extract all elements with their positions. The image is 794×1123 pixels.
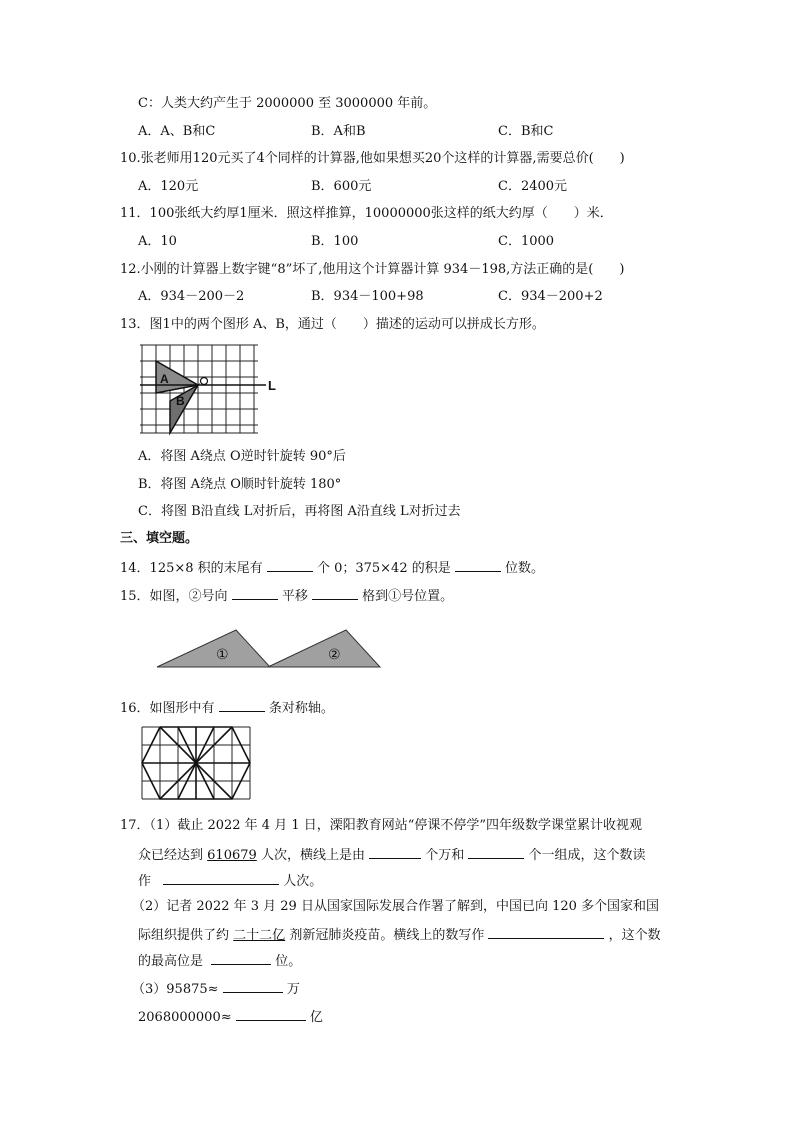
q13-label-a: A	[160, 372, 169, 386]
q12-text: 12.小刚的计算器上数字键“8”坏了,他用这个计算器计算 934－198,方法正确的是( )	[120, 262, 625, 277]
q15-figure	[156, 628, 382, 670]
q17-p2-text-e: 位。	[275, 954, 302, 969]
q11-text: 11．100张纸大约厚1厘米．照这样推算，10000000张这样的纸大约厚（ ）米．	[120, 206, 613, 221]
q13-point-o	[201, 378, 208, 385]
q13-option-c[interactable]: C．将图 B沿直线 L对折后，再将图 A沿直线 L对折过去	[138, 504, 461, 519]
q17-p3-text-d: 亿	[309, 1010, 323, 1025]
q15-label-1: ①	[216, 647, 229, 663]
q17-p2-text-d: 的最高位是	[138, 954, 204, 969]
q17-p1-line1: 17．（1）截止 2022 年 4 月 1 日，溧阳教育网站“停课不停学”四年级数学课堂累计收视观	[120, 818, 643, 833]
q13-figure	[140, 343, 280, 435]
q15-triangle-1	[157, 630, 270, 667]
q13-text: 13．图1中的两个图形 A、B，通过（ ）描述的运动可以拼成长方形。	[120, 317, 545, 332]
q17-p1-text-c: 个万和	[425, 848, 465, 863]
q10-option-a[interactable]: A．120元	[138, 179, 199, 194]
q17-p2-blank-2[interactable]	[211, 950, 271, 965]
q11-option-a[interactable]: A．10	[138, 234, 177, 249]
q14-line	[120, 557, 544, 578]
q17-p2-text-c: ，这个数	[608, 928, 661, 943]
q10-text: 10.张老师用120元买了4个同样的计算器,他如果想买20个这样的计算器,需要总价( )	[120, 151, 625, 166]
q10-option-c[interactable]: C．2400元	[498, 179, 568, 194]
q17-p2-text-b: 剂新冠肺炎疫苗。横线上的数写作	[289, 928, 485, 943]
q13-label-l: L	[268, 378, 276, 393]
q17-p1-line2	[138, 844, 646, 865]
q17-p2-line1: （2）记者 2022 年 3 月 29 日从国家国际发展合作署了解到，中国已向 120 多个国家和国	[132, 899, 660, 914]
q17-p3-text-c: 2068000000≈	[138, 1010, 232, 1025]
q15-part2: 平移	[281, 589, 308, 604]
q15-triangle-2	[268, 630, 380, 667]
q16-blank[interactable]	[219, 697, 265, 712]
q12-option-c[interactable]: C．934－200+2	[498, 289, 603, 304]
q14-part3: 位数。	[505, 561, 545, 576]
q15-line	[120, 585, 453, 606]
q17-p1-blank-3[interactable]	[163, 870, 279, 885]
q17-p3-text-a: （3）95875≈	[132, 982, 219, 997]
q17-p1-text-b: 人次，横线上是由	[260, 848, 365, 863]
q17-p1-text-e: 作	[138, 874, 152, 889]
q17-p2-line2	[138, 924, 661, 945]
q15-part1: 15．如图，②号向	[120, 589, 228, 604]
q17-p1-blank-1[interactable]	[369, 844, 421, 859]
q9-option-b[interactable]: B．A和B	[311, 124, 366, 139]
q17-p3-line1	[132, 978, 300, 999]
q17-p3-blank-1[interactable]	[223, 978, 283, 993]
q12-option-b[interactable]: B．934－100+98	[311, 289, 424, 304]
q11-option-c[interactable]: C．1000	[498, 234, 555, 249]
q16-part2: 条对称轴。	[268, 701, 334, 716]
q17-p1-text-a: 众已经达到	[138, 848, 204, 863]
q17-p1-line3	[138, 870, 322, 891]
q17-p3-blank-2[interactable]	[236, 1006, 306, 1021]
q16-line	[120, 697, 334, 718]
q9-option-c[interactable]: C．B和C	[498, 124, 554, 139]
q15-blank-2[interactable]	[312, 585, 358, 600]
q15-part3: 格到①号位置。	[362, 589, 454, 604]
q17-p2-blank-1[interactable]	[488, 924, 604, 939]
q17-p2-underlined: 二十二亿	[233, 928, 286, 943]
q13-label-b: B	[176, 394, 185, 408]
q17-p2-line3	[138, 950, 301, 971]
q9-option-a[interactable]: A．A、B和C	[138, 124, 216, 139]
q17-p1-text-f: 人次。	[283, 874, 323, 889]
q17-p3-text-b: 万	[286, 982, 300, 997]
q11-option-b[interactable]: B．100	[311, 234, 359, 249]
q16-star-pattern	[142, 727, 250, 799]
q14-blank-2[interactable]	[455, 557, 501, 572]
q14-part1: 14．125×8 积的末尾有	[120, 561, 263, 576]
q13-option-b[interactable]: B．将图 A绕点 O顺时针旋转 180°	[138, 477, 342, 492]
q17-p2-text-a: 际组织提供了约	[138, 928, 230, 943]
q16-figure	[140, 725, 252, 801]
q14-blank-1[interactable]	[267, 557, 313, 572]
q13-option-a[interactable]: A．将图 A绕点 O逆时针旋转 90°后	[138, 449, 346, 464]
q17-p1-text-d: 个一组成，这个数读	[528, 848, 646, 863]
q17-p1-blank-2[interactable]	[468, 844, 524, 859]
q9-statement-c: C：人类大约产生于 2000000 至 3000000 年前。	[138, 96, 437, 111]
q15-label-2: ②	[328, 647, 341, 663]
q12-option-a[interactable]: A．934－200－2	[138, 289, 245, 304]
section-3-title: 三、填空题。	[120, 531, 199, 546]
q17-p3-line2	[138, 1006, 323, 1027]
q16-part1: 16．如图形中有	[120, 701, 215, 716]
q10-option-b[interactable]: B．600元	[311, 179, 372, 194]
q17-p1-number: 610679	[207, 848, 257, 863]
q15-blank-1[interactable]	[232, 585, 278, 600]
q14-part2: 个 0；375×42 的积是	[316, 561, 451, 576]
